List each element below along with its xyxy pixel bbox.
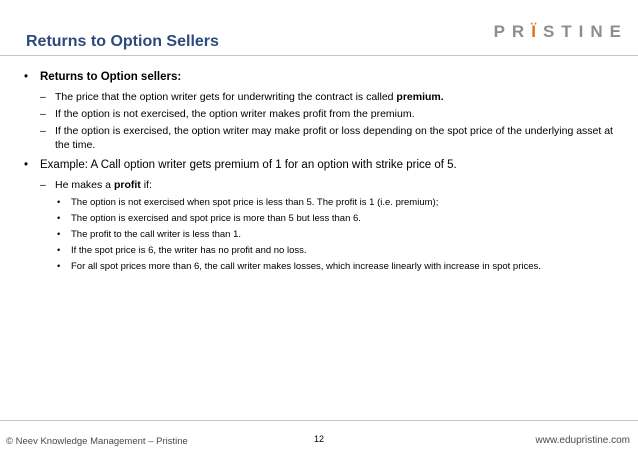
bullet-bold-text: profit — [113, 179, 141, 191]
footer-copyright: © Neev Knowledge Management – Pristine — [6, 436, 188, 447]
bullet-bold-text: premium. — [396, 91, 444, 103]
bullet-marker: • — [24, 159, 29, 171]
bullet-text: He makes a — [55, 179, 114, 191]
sub-bullet-premium — [40, 90, 615, 104]
slide-title: Returns to Option Sellers — [26, 33, 219, 50]
bullet-returns-to-option-sellers — [24, 69, 624, 85]
bullet-text: The option is not exercised when spot price is less than 5. The profit is 1 (i.e. premium); — [71, 197, 439, 208]
bullet-marker: • — [57, 245, 61, 256]
dash-marker: – — [40, 125, 46, 137]
sub-sub-bullet-3 — [57, 228, 607, 242]
bullet-marker: • — [57, 261, 61, 272]
dash-marker: – — [40, 179, 46, 191]
sub-sub-bullet-5 — [57, 260, 607, 274]
sub-sub-bullet-1 — [57, 196, 607, 210]
sub-bullet-exercised — [40, 124, 615, 152]
sub-sub-bullet-4 — [57, 244, 607, 258]
footer-divider — [0, 420, 638, 421]
bullet-marker: • — [57, 213, 61, 224]
bullet-text: For all spot prices more than 6, the call writer makes losses, which increase linearly with increase in spot prices. — [71, 261, 541, 272]
bullet-text: If the option is not exercised, the option writer makes profit from the premium. — [55, 108, 415, 120]
bullet-text: The profit to the call writer is less than 1. — [71, 229, 242, 240]
logo-mark: Ï — [531, 22, 543, 41]
dash-marker: – — [40, 108, 46, 120]
bullet-marker: • — [57, 197, 61, 208]
sub-bullet-profit-if — [40, 178, 615, 192]
logo-part2: STINE — [542, 22, 628, 41]
sub-bullet-not-exercised — [40, 107, 615, 121]
bullet-marker: • — [24, 71, 29, 83]
logo-part1: PR — [493, 22, 532, 41]
sub-sub-bullet-2 — [57, 212, 607, 226]
bullet-text-suffix: if: — [140, 179, 152, 191]
bullet-marker: • — [57, 229, 61, 240]
bullet-example — [24, 157, 624, 173]
footer-website: www.edupristine.com — [535, 435, 630, 446]
bullet-text: Example: A Call option writer gets premium of 1 for an option with strike price of 5. — [40, 159, 457, 171]
bullet-text: The option is exercised and spot price is more than 5 but less than 6. — [71, 213, 361, 224]
bullet-text: If the option is exercised, the option writer may make profit or loss depending on the spot price of the underlying asset at the time. — [55, 125, 613, 151]
bullet-text: The price that the option writer gets for underwriting the contract is called — [55, 91, 397, 103]
title-divider — [0, 55, 638, 56]
bullet-text: Returns to Option sellers: — [40, 71, 182, 83]
page-number: 12 — [313, 434, 324, 444]
dash-marker: – — [40, 91, 46, 103]
pristine-logo — [494, 22, 628, 42]
bullet-text: If the spot price is 6, the writer has no profit and no loss. — [71, 245, 307, 256]
